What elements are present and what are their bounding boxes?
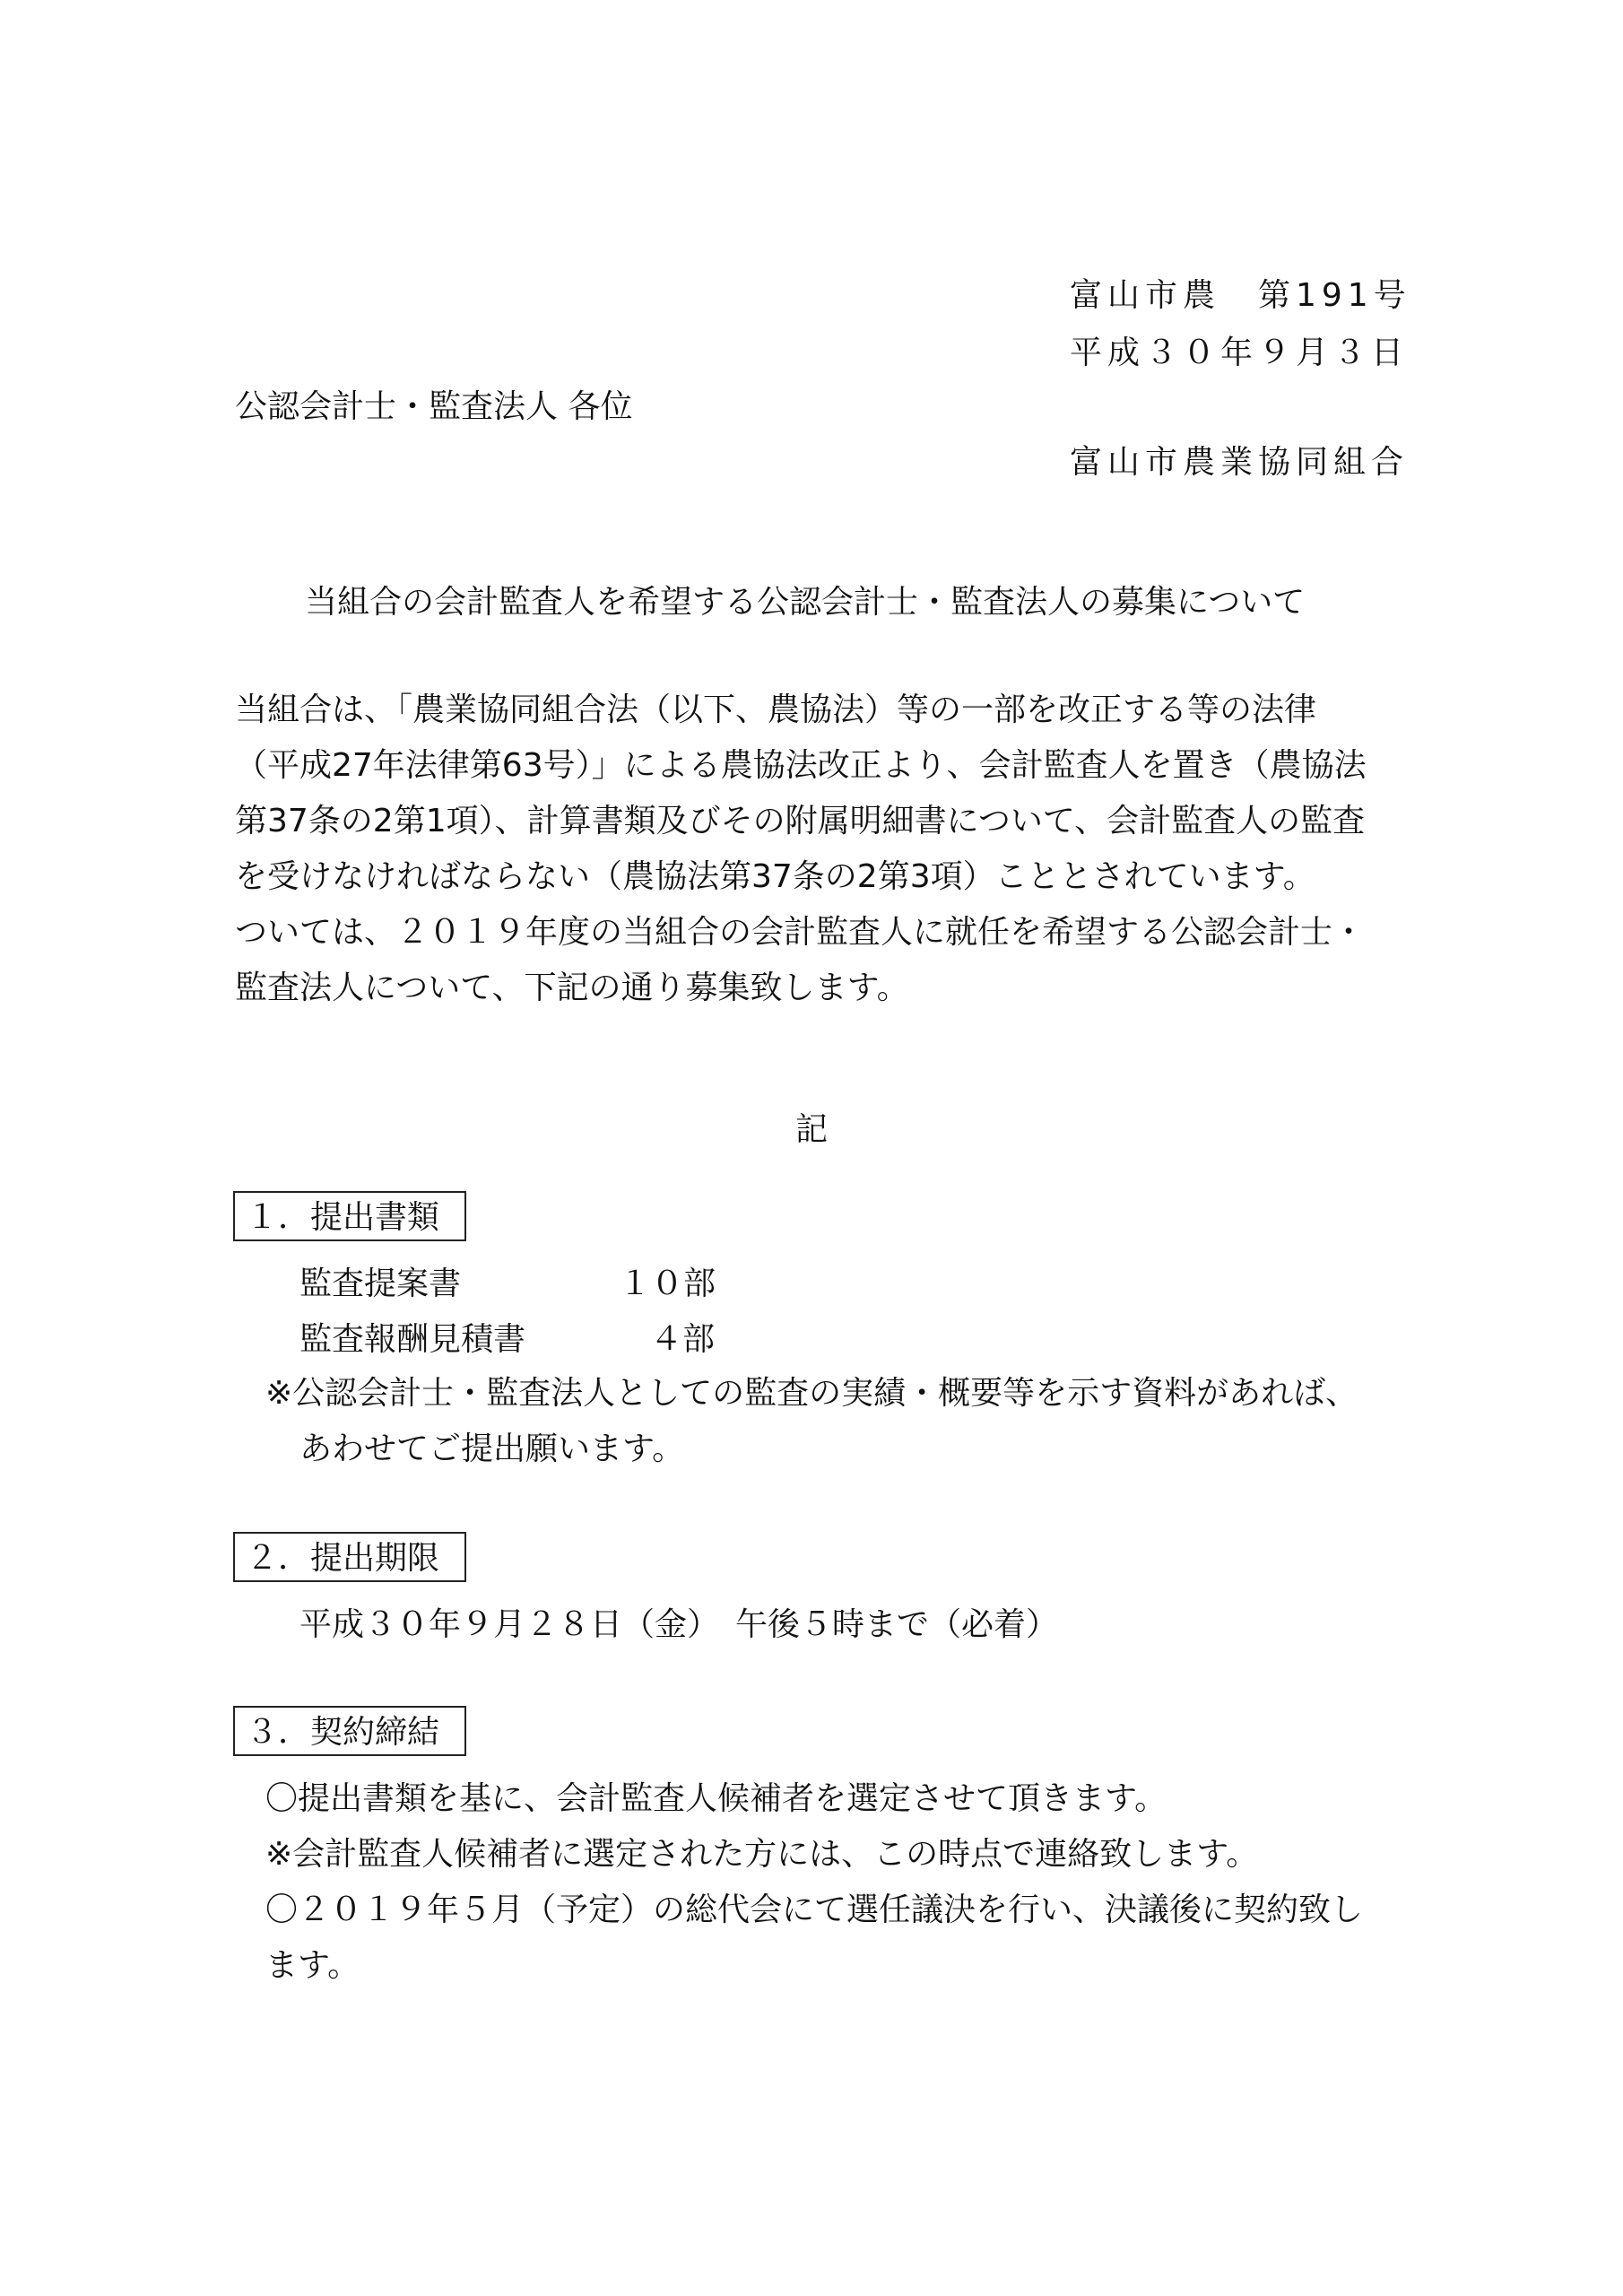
section-2-heading: ２．提出期限	[233, 1532, 466, 1582]
item-qty: ４部	[650, 1321, 716, 1358]
document-title: 当組合の会計監査人を希望する公認会計士・監査法人の募集について	[305, 584, 1306, 621]
ki-heading: 記	[795, 1111, 829, 1148]
body-line: （平成27年法律第63号）」による農協法改正より、会計監査人を置き（農協法	[235, 747, 1367, 784]
body-line: を受けなければならない（農協法第37条の2第3項）こととされています。	[235, 858, 1315, 895]
recipient: 公認会計士・監査法人 各位	[235, 388, 633, 425]
body-line: ついては、２０１９年度の当組合の会計監査人に就任を希望する公認会計士・	[235, 914, 1366, 951]
sender: 富山市農業協同組合	[1070, 444, 1410, 481]
item-qty: １０部	[619, 1265, 716, 1302]
section-1-heading: １．提出書類	[233, 1191, 466, 1241]
note-line: あわせてご提出願います。	[299, 1431, 685, 1467]
item-name: 監査報酬見積書	[299, 1321, 526, 1358]
body-line: 第37条の2第1項）、計算書類及びその附属明細書について、会計監査人の監査	[235, 803, 1366, 839]
body-line: 監査法人について、下記の通り募集致します。	[235, 970, 909, 1006]
note-line: ※公認会計士・監査法人としての監査の実績・概要等を示す資料があれば、	[265, 1375, 1358, 1412]
item-name: 監査提案書	[299, 1265, 462, 1302]
section-3-line: ます。	[265, 1947, 360, 1984]
section-3-heading: ３．契約締結	[233, 1706, 466, 1756]
section-3-line: 〇提出書類を基に、会計監査人候補者を選定させて頂きます。	[265, 1780, 1167, 1817]
deadline: 平成３０年９月２８日（金） 午後５時まで（必着）	[299, 1606, 1059, 1643]
doc-number: 富山市農 第191号	[1070, 277, 1411, 314]
doc-date: 平成３０年９月３日	[1070, 335, 1410, 371]
section-3-line: ※会計監査人候補者に選定された方には、この時点で連絡致します。	[265, 1836, 1259, 1873]
body-line: 当組合は、「農業協同組合法（以下、農協法）等の一部を改正する等の法律	[235, 691, 1317, 728]
section-3-line: 〇２０１９年５月（予定）の総代会にて選任議決を行い、決議後に契約致し	[265, 1892, 1364, 1928]
